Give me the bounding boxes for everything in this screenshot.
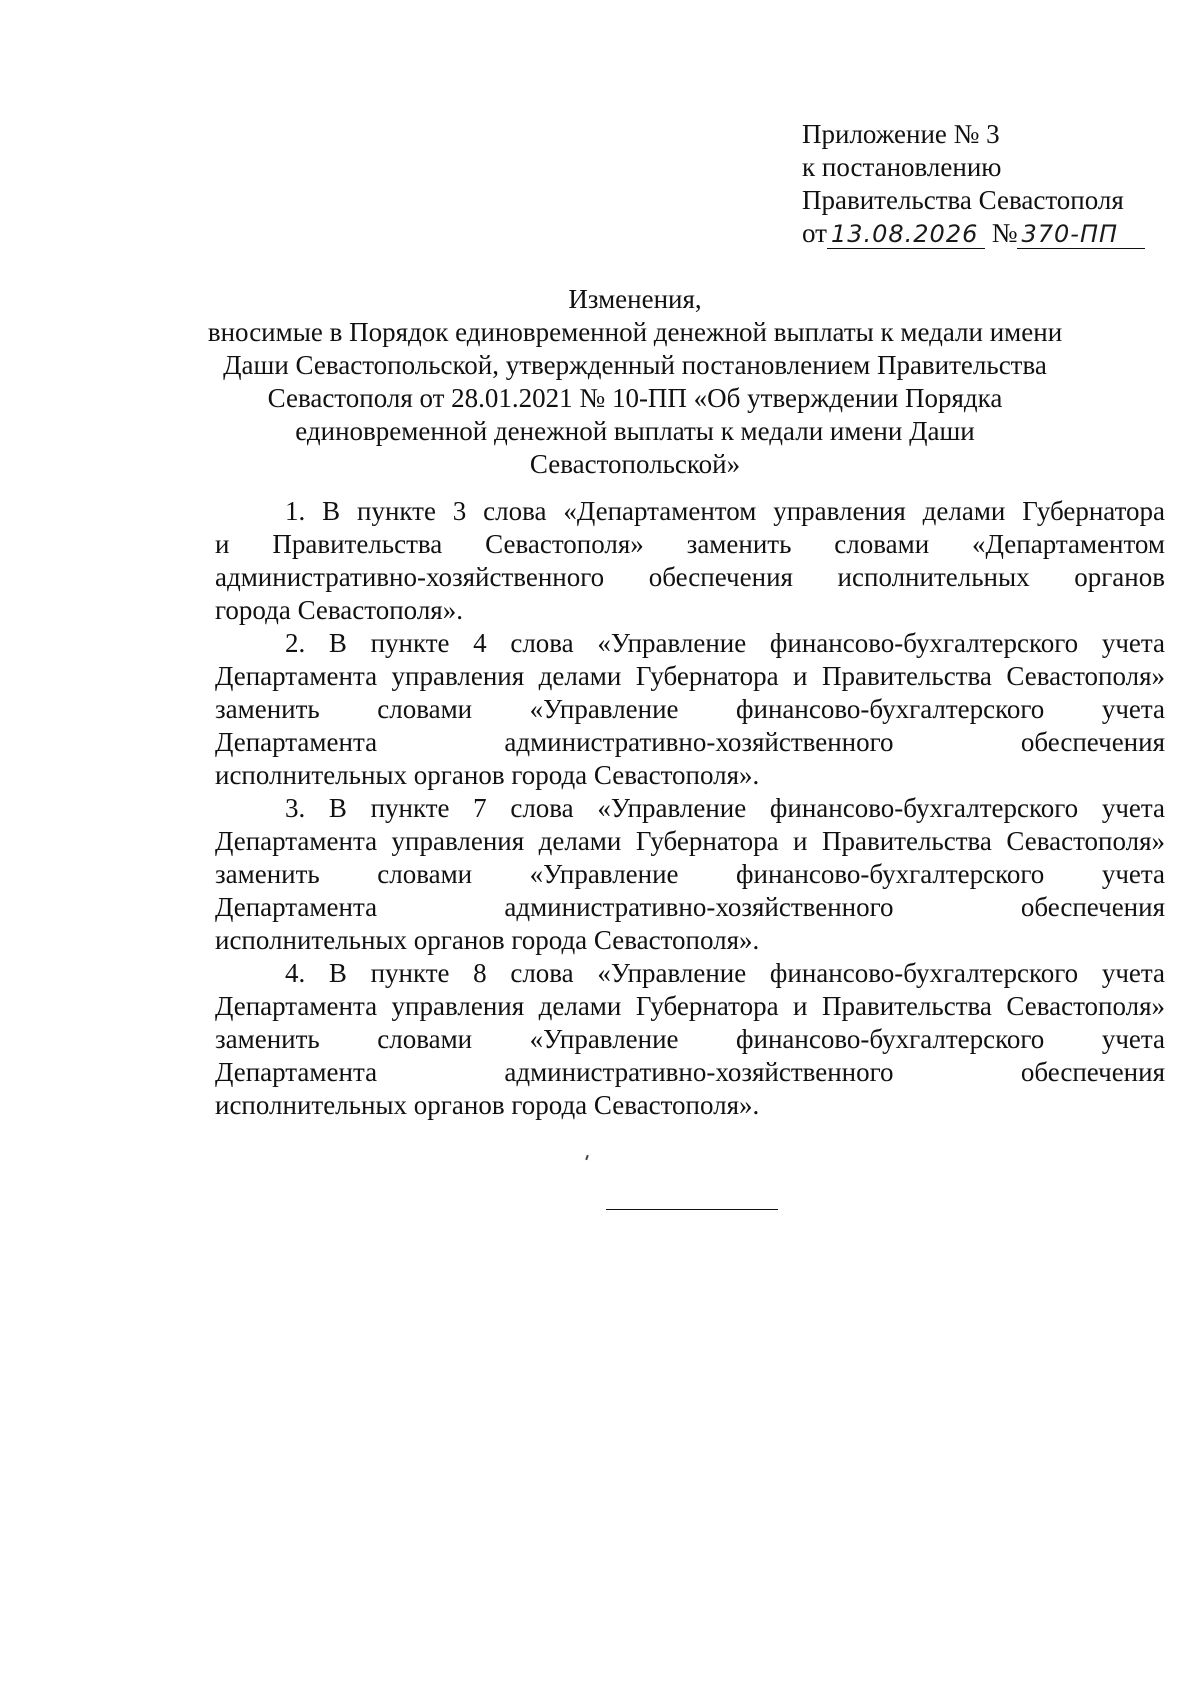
amendment-line: 3. В пункте 7 слова «Управление финансово-бухгалтерского учета: [285, 793, 1165, 823]
amendment-item-2: [215, 627, 1165, 792]
amendment-line: исполнительных органов города Севастополя».: [215, 1090, 760, 1120]
title-heading: Изменения,: [568, 284, 702, 314]
appendix-government: Правительства Севастополя: [802, 185, 1124, 215]
amendment-line: исполнительных органов города Севастополя».: [215, 925, 760, 955]
title-subtitle-line: Севастополя от 28.01.2021 № 10-ПП «Об утверждении Порядка: [267, 383, 1003, 413]
amendment-line: Департамента административно-хозяйственного обеспечения: [215, 892, 1165, 922]
amendment-line: заменить словами «Управление финансово-бухгалтерского учета: [215, 694, 1165, 724]
title-subtitle-line: вносимые в Порядок единовременной денежной выплаты к медали имени: [207, 317, 1063, 347]
date-prefix: от: [802, 218, 827, 248]
amendment-line: 4. В пункте 8 слова «Управление финансово-бухгалтерского учета: [285, 958, 1165, 988]
amendment-line: заменить словами «Управление финансово-бухгалтерского учета: [215, 1024, 1165, 1054]
handwritten-number: 370-ПП: [1021, 220, 1119, 248]
amendment-line: административно-хозяйственного обеспечения исполнительных органов: [215, 562, 1165, 592]
document-body: [215, 495, 1165, 1122]
amendment-line: города Севастополя».: [215, 595, 463, 625]
amendment-item-1: [215, 495, 1165, 627]
title-subtitle-line: Даши Севастопольской, утвержденный постановлением Правительства: [223, 350, 1047, 380]
amendment-line: 2. В пункте 4 слова «Управление финансово-бухгалтерского учета: [285, 628, 1165, 658]
appendix-header: [802, 118, 1145, 250]
amendment-line: Департамента управления делами Губернатора и Правительства Севастополя»: [215, 661, 1165, 691]
amendment-line: Департамента административно-хозяйственного обеспечения: [215, 727, 1165, 757]
amendment-line: Департамента управления делами Губернатора и Правительства Севастополя»: [215, 991, 1165, 1021]
document-title: [190, 283, 1080, 481]
appendix-number: Приложение № 3: [802, 119, 1000, 149]
amendment-item-3: [215, 792, 1165, 957]
scan-speck: [585, 1155, 589, 1160]
amendment-line: Департамента управления делами Губернатора и Правительства Севастополя»: [215, 826, 1165, 856]
handwritten-date: 13.08.2026: [830, 220, 979, 248]
amendment-item-4: [215, 957, 1165, 1122]
amendment-line: и Правительства Севастополя» заменить словами «Департаментом: [215, 529, 1165, 559]
number-prefix: №: [991, 218, 1018, 248]
amendment-line: исполнительных органов города Севастополя».: [215, 760, 760, 790]
closing-rule: [606, 1209, 778, 1210]
appendix-date-number-line: [802, 217, 1145, 250]
amendment-line: 1. В пункте 3 слова «Департаментом управления делами Губернатора: [285, 496, 1165, 526]
title-subtitle-line: единовременной денежной выплаты к медали имени Даши Севастопольской»: [295, 416, 975, 479]
amendment-line: заменить словами «Управление финансово-бухгалтерского учета: [215, 859, 1165, 889]
number-slot: [1017, 219, 1145, 249]
appendix-to-resolution: к постановлению: [802, 152, 1002, 182]
date-slot: [827, 219, 985, 249]
amendment-line: Департамента административно-хозяйственного обеспечения: [215, 1057, 1165, 1087]
